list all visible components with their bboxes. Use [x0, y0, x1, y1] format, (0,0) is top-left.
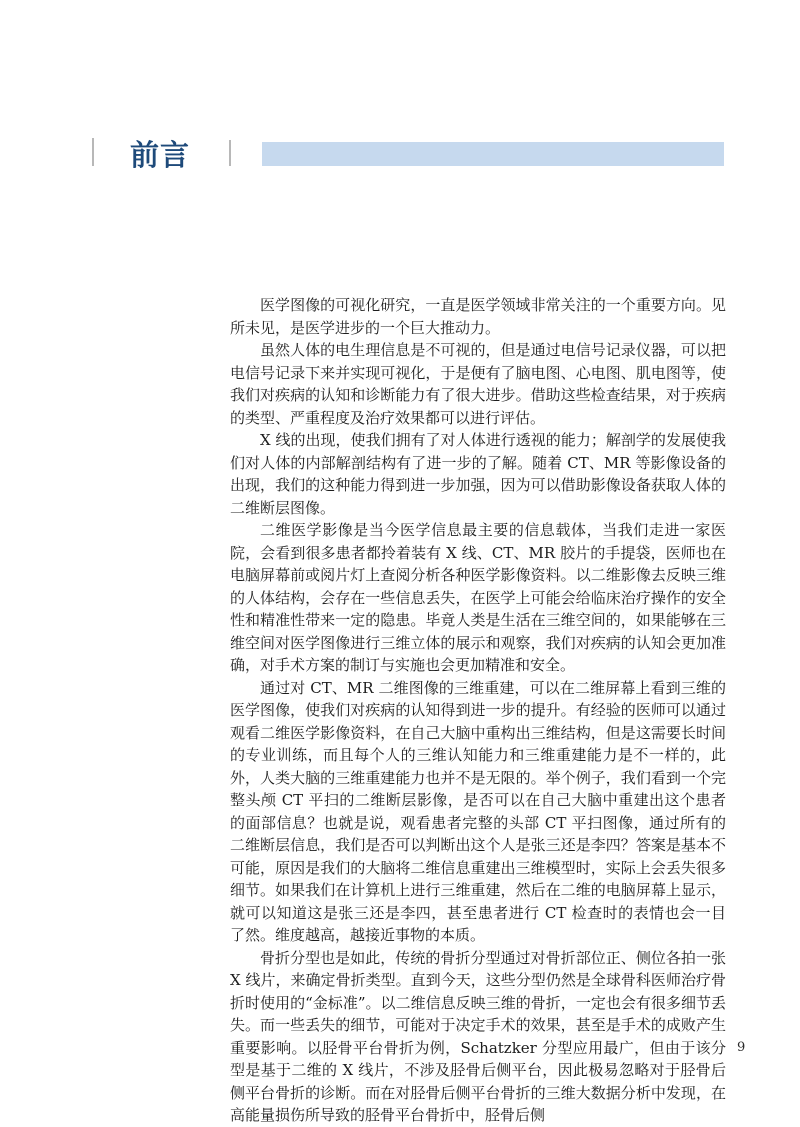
header-color-bar: [262, 142, 724, 166]
chapter-title: 前言: [130, 138, 191, 172]
header-right-rule: [229, 140, 231, 166]
paragraph: 通过对 CT、MR 二维图像的三维重建，可以在二维屏幕上看到三维的医学图像，使我们对疾病的认知得到进一步的提升。有经验的医师可以通过观看二维医学影像资料，在自己大脑中重构出三维结构，但是这需要长时间的专业训练，而且每个人的三维认知能力和三维重建能力是不一样的，此外，人类大脑的三维重建能力也并不是无限的。举个例子，我们看到一个完整头颅 CT 平扫的二维断层影像，是否可以在自己大脑中重建出这个患者的面部信息？也就是说，观看患者完整的头部 CT 平扫图像，通过所有的二维断层信息，我们是否可以判断出这个人是张三还是李四？答案是基本不可能，原因是我们的大脑将二维信息重建出三维模型时，实际上会丢失很多细节。如果我们在计算机上进行三维重建，然后在二维的电脑屏幕上显示，就可以知道这是张三还是李四，甚至患者进行 CT 检查时的表情也会一目了然。维度越高，越接近事物的本质。: [230, 678, 726, 944]
paragraph: 医学图像的可视化研究，一直是医学领域非常关注的一个重要方向。见所未见，是医学进步的一个巨大推动力。: [230, 296, 726, 337]
page-number: 9: [737, 1040, 746, 1055]
paragraph: 二维医学影像是当今医学信息最主要的信息载体，当我们走进一家医院，会看到很多患者都拎着装有 X 线、CT、MR 胶片的手提袋，医师也在电脑屏幕前或阅片灯上查阅分析各种医学影像资料。以二维影像去反映三维的人体结构，会存在一些信息丢失，在医学上可能会给临床治疗操作的安全性和精准性带来一定的隐患。毕竟人类是生活在三维空间的，如果能够在三维空间对医学图像进行三维立体的展示和观察，我们对疾病的认知会更加准确，对手术方案的制订与实施也会更加精准和安全。: [230, 521, 726, 674]
body-text: [230, 294, 726, 1127]
paragraph: 虽然人体的电生理信息是不可视的，但是通过电信号记录仪器，可以把电信号记录下来并实现可视化，于是便有了脑电图、心电图、肌电图等，使我们对疾病的认知和诊断能力有了很大进步。借助这些检查结果，对于疾病的类型、严重程度及治疗效果都可以进行评估。: [230, 341, 726, 427]
paragraph: 骨折分型也是如此，传统的骨折分型通过对骨折部位正、侧位各拍一张 X 线片，来确定骨折类型。直到今天，这些分型仍然是全球骨科医师治疗骨折时使用的“金标准”。以二维信息反映三维的骨折，一定也会有很多细节丢失。而一些丢失的细节，可能对于决定手术的效果，甚至是手术的成败产生重要影响。以胫骨平台骨折为例，Schatzker 分型应用最广，但由于该分型是基于二维的 X 线片，不涉及胫骨后侧平台，因此极易忽略对于胫骨后侧平台骨折的诊断。而在对胫骨后侧平台骨折的三维大数据分析中发现，在高能量损伤所导致的胫骨平台骨折中，胫骨后侧: [230, 948, 726, 1124]
header-left-rule: [92, 138, 94, 166]
paragraph: X 线的出现，使我们拥有了对人体进行透视的能力；解剖学的发展使我们对人体的内部解剖结构有了进一步的了解。随着 CT、MR 等影像设备的出现，我们的这种能力得到进一步加强，因为可以借助影像设备获取人体的二维断层图像。: [230, 431, 726, 517]
